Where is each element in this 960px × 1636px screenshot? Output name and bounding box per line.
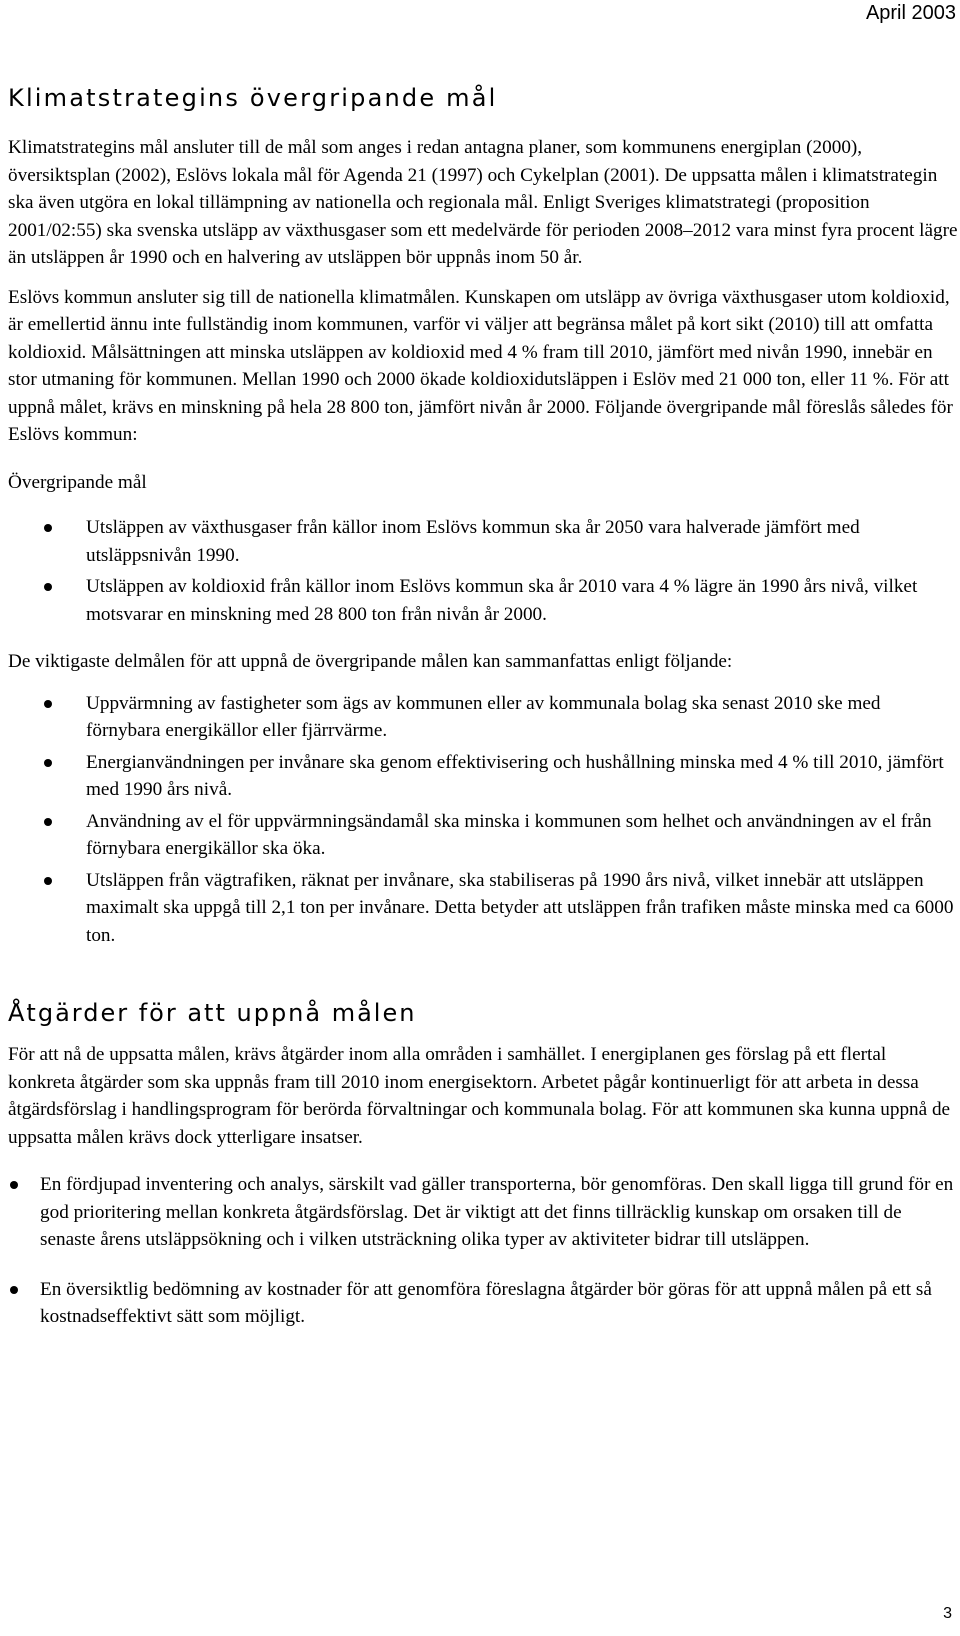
paragraph-measures-intro: För att nå de uppsatta målen, krävs åtgärder inom alla områden i samhället. I energiplanen ges förslag på ett flertal konkreta åtgärder som ska uppnås fram till 2010 inom energisektorn. Arbetet pågår kontinuerligt för att arbeta in dessa åtgärdsförslag i handlingsprogram för berörda förvaltningar och kommunala bolag. För att kommunen ska kunna uppnå de uppsatta målen krävs dock ytterligare insatser. [8, 1044, 951, 1148]
list-item: Uppvärmning av fastigheter som ägs av kommunen eller av kommunala bolag ska senast 2010 ske med förnybara energikällor eller fjärrvärme. [8, 690, 958, 745]
list-item: Användning av el för uppvärmningsändamål ska minska i kommunen som helhet och användningen av el från förnybara energikällor ska öka. [8, 808, 958, 863]
list-item: Utsläppen från vägtrafiken, räknat per invånare, ska stabiliseras på 1990 års nivå, vilket innebär att utsläppen maximalt ska uppgå till 2,1 ton per invånare. Detta betyder att utsläppen från trafiken måste minska med ca 6000 ton. [8, 867, 958, 950]
paragraph-subgoals-intro: De viktigaste delmålen för att uppnå de övergripande målen kan sammanfattas enligt följande: [8, 651, 733, 672]
section-title-climate-goals: Klimatstrategins övergripande mål [8, 84, 498, 112]
overall-goals-list [8, 514, 958, 628]
section-title-measures: Åtgärder för att uppnå målen [8, 999, 417, 1027]
page-number: 3 [943, 1605, 952, 1622]
header-date: April 2003 [865, 2, 956, 24]
list-item: En fördjupad inventering och analys, särskilt vad gäller transporterna, bör genomföras. Den skall ligga till grund för en god prioritering mellan konkreta åtgärdsförslag. Det är viktigt att det finns tillräcklig kunskap om orsaken till de senaste årens utsläppsökning och i vilken utsträckning olika typer av aktiviteter bidrar till utsläppen. [8, 1171, 958, 1254]
subheading-overall-goals: Övergripande mål [8, 471, 147, 493]
list-item: Energianvändningen per invånare ska genom effektivisering och hushållning minska med 4 % till 2010, jämfört med 1990 års nivå. [8, 749, 958, 804]
list-item: Utsläppen av växthusgaser från källor inom Eslövs kommun ska år 2050 vara halverade jämfört med utsläppsnivån 1990. [8, 514, 958, 569]
paragraph-national-goals: Eslövs kommun ansluter sig till de nationella klimatmålen. Kunskapen om utsläpp av övriga växthusgaser utom koldioxid, är emellertid ännu inte fullständig inom kommunen, varför vi väljer att begränsa målet på kort sikt (2010) till att omfatta koldioxid. Målsättningen att minska utsläppen av koldioxid med 4 % fram till 2010, jämfört med nivån 1990, innebär en stor utmaning för kommunen. Mellan 1990 och 2000 ökade koldioxidutsläppen i Eslöv med 21 000 ton, eller 11 %. För att uppnå målet, krävs en minskning på hela 28 800 ton, jämfört nivån år 2000. Följande övergripande mål föreslås således för Eslövs kommun: [8, 286, 953, 445]
paragraph-intro: Klimatstrategins mål ansluter till de mål som anges i redan antagna planer, som kommunens energiplan (2000), översiktsplan (2002), Eslövs lokala mål för Agenda 21 (1997) och Cykelplan (2001). De uppsatta målen i klimatstrategin ska även utgöra en lokal tillämpning av nationella och regionala mål. Enligt Sveriges klimatstrategi (proposition 2001/02:55) ska svenska utsläpp av växthusgaser som ett medelvärde för perioden 2008–2012 vara minst fyra procent lägre än utsläppen år 1990 och en halvering av utsläppen bör uppnås inom 50 år. [8, 137, 958, 268]
page-content [8, 82, 958, 1331]
subgoals-list [8, 690, 958, 950]
list-item: En översiktlig bedömning av kostnader för att genomföra föreslagna åtgärder bör göras för att uppnå målen på ett så kostnadseffektivt sätt som möjligt. [8, 1276, 958, 1331]
list-item: Utsläppen av koldioxid från källor inom Eslövs kommun ska år 2010 vara 4 % lägre än 1990 års nivå, vilket motsvarar en minskning med 28 800 ton från nivån år 2000. [8, 573, 958, 628]
measures-list [8, 1171, 958, 1331]
